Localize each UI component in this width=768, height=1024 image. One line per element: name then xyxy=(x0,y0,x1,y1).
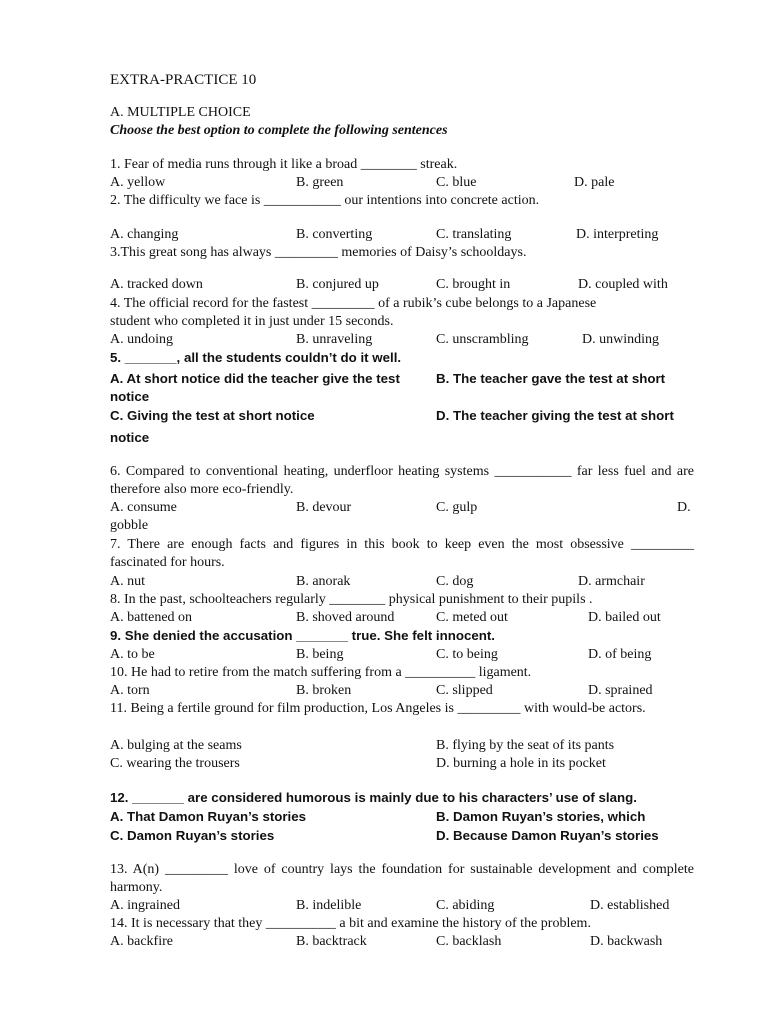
option-d: D. burning a hole in its pocket xyxy=(436,756,606,771)
option-b: B. conjured up xyxy=(296,277,379,292)
option-d-continued: gobble xyxy=(110,518,149,533)
options-6 xyxy=(110,499,694,517)
instruction: Choose the best option to complete the following sentences xyxy=(110,123,448,138)
option-b: B. unraveling xyxy=(296,332,373,347)
option-d: D. The teacher giving the test at short xyxy=(436,408,674,423)
question-1: 1. Fear of media runs through it like a broad ________ streak. xyxy=(110,157,458,172)
option-c: C. backlash xyxy=(436,934,502,949)
option-c: C. abiding xyxy=(436,898,495,913)
option-d: D. armchair xyxy=(578,574,645,589)
option-c: C. blue xyxy=(436,175,477,190)
option-d: D. bailed out xyxy=(588,610,661,625)
option-d: D. xyxy=(677,500,691,515)
question-3: 3.This great song has always _________ memories of Daisy’s schooldays. xyxy=(110,245,527,260)
worksheet-page xyxy=(110,0,694,1024)
option-b: B. shoved around xyxy=(296,610,395,625)
options-5-row-2 xyxy=(110,407,694,425)
question-7: 7. There are enough facts and figures in this book to keep even the most obsessive _________ fascinated for hours. xyxy=(110,537,694,570)
question-2: 2. The difficulty we face is ___________ our intentions into concrete action. xyxy=(110,193,540,208)
question-8: 8. In the past, schoolteachers regularly ________ physical punishment to their pupils . xyxy=(110,592,593,607)
option-d-continued: notice xyxy=(110,430,150,445)
option-d: D. backwash xyxy=(590,934,663,949)
option-d: D. pale xyxy=(574,175,615,190)
option-b: B. backtrack xyxy=(296,934,367,949)
option-c: C. Damon Ruyan’s stories xyxy=(110,828,275,843)
section-heading: A. MULTIPLE CHOICE xyxy=(110,105,251,120)
options-2 xyxy=(110,226,694,244)
option-a: A. backfire xyxy=(110,934,173,949)
options-8 xyxy=(110,609,694,627)
option-b-continued: notice xyxy=(110,389,150,404)
option-d: D. unwinding xyxy=(582,332,659,347)
options-9 xyxy=(110,646,694,664)
options-3 xyxy=(110,276,694,294)
option-b: B. anorak xyxy=(296,574,351,589)
option-d: D. of being xyxy=(588,647,652,662)
question-9: 9. She denied the accusation _______ true. She felt innocent. xyxy=(110,628,495,643)
question-6: 6. Compared to conventional heating, underfloor heating systems ___________ far less fuel and are therefore also more eco-friendly. xyxy=(110,464,694,497)
option-c: C. unscrambling xyxy=(436,332,529,347)
option-c: C. meted out xyxy=(436,610,508,625)
option-b: B. indelible xyxy=(296,898,362,913)
question-4-line-2: student who completed it in just under 15 seconds. xyxy=(110,314,394,329)
option-b: B. devour xyxy=(296,500,352,515)
page-title: EXTRA-PRACTICE 10 xyxy=(110,72,257,88)
option-d: D. Because Damon Ruyan’s stories xyxy=(436,828,659,843)
options-5-row-1 xyxy=(110,370,694,388)
option-a: A. nut xyxy=(110,574,145,589)
option-d: D. sprained xyxy=(588,683,653,698)
option-a: A. battened on xyxy=(110,610,193,625)
option-a: A. yellow xyxy=(110,175,166,190)
option-a: A. tracked down xyxy=(110,277,203,292)
options-5-d-cont xyxy=(110,429,694,447)
question-12: 12. _______ are considered humorous is mainly due to his characters’ use of slang. xyxy=(110,790,637,805)
question-13: 13. A(n) _________ love of country lays the foundation for sustainable development and complete harmony. xyxy=(110,862,694,895)
options-1 xyxy=(110,174,694,192)
question-5: 5. _______, all the students couldn’t do it well. xyxy=(110,350,402,365)
option-a: A. ingrained xyxy=(110,898,180,913)
options-10 xyxy=(110,682,694,700)
option-d: D. interpreting xyxy=(576,227,659,242)
options-7 xyxy=(110,573,694,591)
options-4 xyxy=(110,331,694,349)
option-b: B. flying by the seat of its pants xyxy=(436,738,615,753)
option-c: C. gulp xyxy=(436,500,478,515)
option-a: A. changing xyxy=(110,227,179,242)
question-14: 14. It is necessary that they __________ a bit and examine the history of the problem. xyxy=(110,916,591,931)
option-a: A. undoing xyxy=(110,332,173,347)
options-11-row-2 xyxy=(110,755,694,773)
option-b: B. The teacher gave the test at short xyxy=(436,371,666,386)
option-b: B. green xyxy=(296,175,344,190)
option-c: C. to being xyxy=(436,647,498,662)
options-13 xyxy=(110,897,694,915)
option-b: B. converting xyxy=(296,227,373,242)
option-a: A. to be xyxy=(110,647,155,662)
options-6-d-cont xyxy=(110,517,694,535)
option-c: C. wearing the trousers xyxy=(110,756,240,771)
option-c: C. dog xyxy=(436,574,474,589)
option-a: A. bulging at the seams xyxy=(110,738,242,753)
option-c: C. Giving the test at short notice xyxy=(110,408,315,423)
question-10: 10. He had to retire from the match suffering from a __________ ligament. xyxy=(110,665,532,680)
options-12-row-2 xyxy=(110,827,694,845)
option-a: A. torn xyxy=(110,683,150,698)
option-a: A. At short notice did the teacher give the test xyxy=(110,371,400,386)
question-11: 11. Being a fertile ground for film production, Los Angeles is _________ with would-be actors. xyxy=(110,701,646,716)
option-c: C. slipped xyxy=(436,683,493,698)
option-c: C. brought in xyxy=(436,277,511,292)
options-5-b-cont xyxy=(110,388,694,406)
option-a: A. consume xyxy=(110,500,177,515)
option-b: B. being xyxy=(296,647,344,662)
option-b: B. broken xyxy=(296,683,352,698)
options-12-row-1 xyxy=(110,808,694,826)
question-4-line-1: 4. The official record for the fastest _________ of a rubik’s cube belongs to a Japanese xyxy=(110,296,597,311)
options-14 xyxy=(110,933,694,951)
option-c: C. translating xyxy=(436,227,512,242)
option-d: D. coupled with xyxy=(578,277,668,292)
option-a: A. That Damon Ruyan’s stories xyxy=(110,809,307,824)
options-11-row-1 xyxy=(110,737,694,755)
option-b: B. Damon Ruyan’s stories, which xyxy=(436,809,646,824)
option-d: D. established xyxy=(590,898,670,913)
